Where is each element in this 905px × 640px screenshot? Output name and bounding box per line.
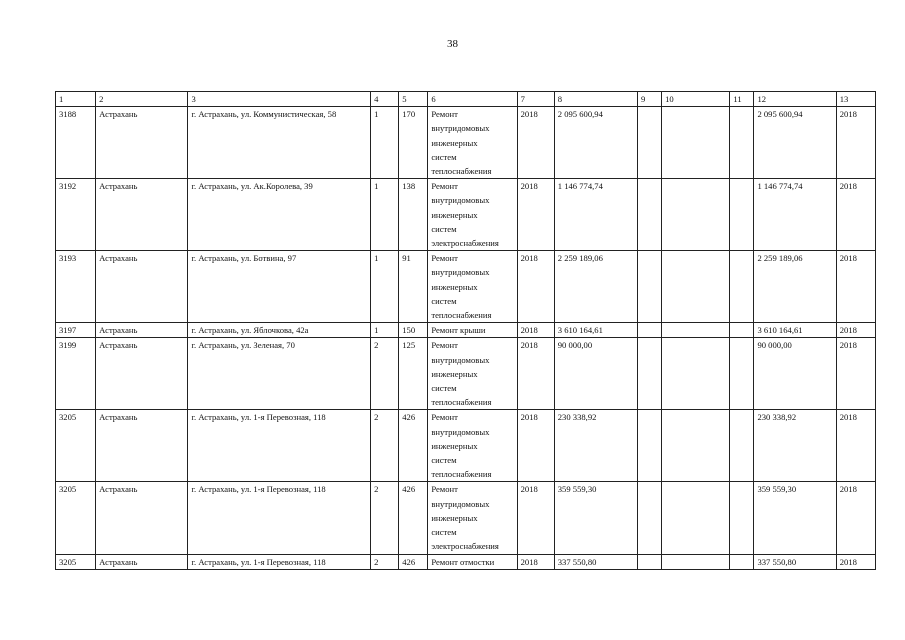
header-cell: 6 xyxy=(428,92,517,107)
address-cell: г. Астрахань, ул. Ак.Королева, 39 xyxy=(188,179,371,251)
work-type-line: инженерных xyxy=(431,137,478,148)
header-cell: 3 xyxy=(188,92,371,107)
address-cell: г. Астрахань, ул. 1-я Перевозная, 118 xyxy=(188,410,371,482)
work-type-line: внутридомовых xyxy=(431,426,490,437)
col9-cell xyxy=(638,410,662,482)
work-type-line: теплоснабжения xyxy=(431,310,492,321)
col10-cell xyxy=(662,251,730,323)
municipality-cell: Астрахань xyxy=(96,554,188,569)
col4-cell: 1 xyxy=(371,323,399,338)
work-type-line: внутридомовых xyxy=(431,267,490,278)
municipality-cell: Астрахань xyxy=(96,179,188,251)
row-number-cell: 3193 xyxy=(56,251,96,323)
col11-cell xyxy=(730,338,754,410)
col9-cell xyxy=(638,482,662,554)
col9-cell xyxy=(638,179,662,251)
header-cell: 4 xyxy=(371,92,399,107)
col5-cell: 150 xyxy=(399,323,428,338)
col11-cell xyxy=(730,323,754,338)
col5-cell: 426 xyxy=(399,554,428,569)
deadline-year-cell: 2018 xyxy=(836,410,875,482)
work-type-cell xyxy=(428,179,517,251)
year-cell: 2018 xyxy=(517,410,554,482)
year-cell: 2018 xyxy=(517,179,554,251)
year-cell: 2018 xyxy=(517,323,554,338)
header-cell: 5 xyxy=(399,92,428,107)
work-type-line: Ремонт xyxy=(431,181,458,192)
cost-cell: 2 095 600,94 xyxy=(554,107,637,179)
header-cell: 12 xyxy=(754,92,836,107)
municipality-cell: Астрахань xyxy=(96,482,188,554)
address-cell: г. Астрахань, ул. 1-я Перевозная, 118 xyxy=(188,482,371,554)
work-type-line: теплоснабжения xyxy=(431,166,492,177)
deadline-year-cell: 2018 xyxy=(836,338,875,410)
work-type-cell xyxy=(428,554,517,569)
deadline-year-cell: 2018 xyxy=(836,554,875,569)
row-number-cell: 3192 xyxy=(56,179,96,251)
col4-cell: 2 xyxy=(371,410,399,482)
total-cost-cell: 359 559,30 xyxy=(754,482,836,554)
work-type-cell xyxy=(428,107,517,179)
address-cell: г. Астрахань, ул. Ботвина, 97 xyxy=(188,251,371,323)
work-type-cell xyxy=(428,338,517,410)
col4-cell: 1 xyxy=(371,251,399,323)
cost-cell: 90 000,00 xyxy=(554,338,637,410)
work-type-line: теплоснабжения xyxy=(431,469,492,480)
work-type-line: инженерных xyxy=(431,209,478,220)
total-cost-cell: 2 259 189,06 xyxy=(754,251,836,323)
table-row xyxy=(56,482,876,554)
work-type-line: внутридомовых xyxy=(431,123,490,134)
col10-cell xyxy=(662,107,730,179)
table-row xyxy=(56,107,876,179)
header-cell: 7 xyxy=(517,92,554,107)
col9-cell xyxy=(638,338,662,410)
col11-cell xyxy=(730,482,754,554)
col9-cell xyxy=(638,323,662,338)
total-cost-cell: 2 095 600,94 xyxy=(754,107,836,179)
work-type-cell xyxy=(428,251,517,323)
col5-cell: 426 xyxy=(399,482,428,554)
col10-cell xyxy=(662,554,730,569)
work-type-line: Ремонт xyxy=(431,340,458,351)
address-cell: г. Астрахань, ул. Коммунистическая, 58 xyxy=(188,107,371,179)
col10-cell xyxy=(662,323,730,338)
work-type-cell xyxy=(428,323,517,338)
address-cell: г. Астрахань, ул. Яблочкова, 42а xyxy=(188,323,371,338)
col4-cell: 2 xyxy=(371,338,399,410)
col4-cell: 1 xyxy=(371,179,399,251)
deadline-year-cell: 2018 xyxy=(836,251,875,323)
table-row xyxy=(56,338,876,410)
total-cost-cell: 90 000,00 xyxy=(754,338,836,410)
row-number-cell: 3197 xyxy=(56,323,96,338)
header-cell: 9 xyxy=(638,92,662,107)
header-cell: 8 xyxy=(554,92,637,107)
table-row xyxy=(56,251,876,323)
header-cell: 1 xyxy=(56,92,96,107)
col4-cell: 1 xyxy=(371,107,399,179)
col11-cell xyxy=(730,107,754,179)
work-type-line: инженерных xyxy=(431,440,478,451)
municipality-cell: Астрахань xyxy=(96,251,188,323)
col5-cell: 426 xyxy=(399,410,428,482)
cost-cell: 2 259 189,06 xyxy=(554,251,637,323)
municipality-cell: Астрахань xyxy=(96,323,188,338)
work-type-line: систем xyxy=(431,295,457,306)
header-cell: 10 xyxy=(662,92,730,107)
deadline-year-cell: 2018 xyxy=(836,179,875,251)
work-type-line: систем xyxy=(431,223,457,234)
work-type-line: Ремонт xyxy=(431,484,458,495)
year-cell: 2018 xyxy=(517,482,554,554)
work-type-line: систем xyxy=(431,527,457,538)
cost-cell: 1 146 774,74 xyxy=(554,179,637,251)
total-cost-cell: 3 610 164,61 xyxy=(754,323,836,338)
work-type-line: теплоснабжения xyxy=(431,397,492,408)
deadline-year-cell: 2018 xyxy=(836,323,875,338)
work-type-line: инженерных xyxy=(431,512,478,523)
municipality-cell: Астрахань xyxy=(96,107,188,179)
col9-cell xyxy=(638,554,662,569)
work-type-line: инженерных xyxy=(431,368,478,379)
work-type-line: электроснабжения xyxy=(431,541,499,552)
table-row xyxy=(56,179,876,251)
col11-cell xyxy=(730,179,754,251)
deadline-year-cell: 2018 xyxy=(836,482,875,554)
municipality-cell: Астрахань xyxy=(96,410,188,482)
page-number: 38 xyxy=(447,38,458,50)
col4-cell: 2 xyxy=(371,554,399,569)
cost-cell: 230 338,92 xyxy=(554,410,637,482)
table-header-row xyxy=(56,92,876,107)
year-cell: 2018 xyxy=(517,338,554,410)
col4-cell: 2 xyxy=(371,482,399,554)
col11-cell xyxy=(730,554,754,569)
address-cell: г. Астрахань, ул. Зеленая, 70 xyxy=(188,338,371,410)
work-type-line: Ремонт xyxy=(431,109,458,120)
repair-registry-table xyxy=(55,91,876,570)
row-number-cell: 3188 xyxy=(56,107,96,179)
work-type-line: электроснабжения xyxy=(431,238,499,249)
table-row xyxy=(56,323,876,338)
col11-cell xyxy=(730,251,754,323)
deadline-year-cell: 2018 xyxy=(836,107,875,179)
work-type-line: внутридомовых xyxy=(431,498,490,509)
work-type-line: внутридомовых xyxy=(431,195,490,206)
row-number-cell: 3205 xyxy=(56,482,96,554)
header-cell: 11 xyxy=(730,92,754,107)
row-number-cell: 3205 xyxy=(56,410,96,482)
col11-cell xyxy=(730,410,754,482)
year-cell: 2018 xyxy=(517,251,554,323)
cost-cell: 337 550,80 xyxy=(554,554,637,569)
work-type-line: Ремонт отмостки xyxy=(431,556,495,567)
col10-cell xyxy=(662,482,730,554)
municipality-cell: Астрахань xyxy=(96,338,188,410)
work-type-line: систем xyxy=(431,455,457,466)
total-cost-cell: 337 550,80 xyxy=(754,554,836,569)
col5-cell: 170 xyxy=(399,107,428,179)
work-type-line: Ремонт крыши xyxy=(431,325,486,336)
table-row xyxy=(56,554,876,569)
col10-cell xyxy=(662,179,730,251)
header-cell: 2 xyxy=(96,92,188,107)
address-cell: г. Астрахань, ул. 1-я Перевозная, 118 xyxy=(188,554,371,569)
col10-cell xyxy=(662,338,730,410)
work-type-cell xyxy=(428,482,517,554)
work-type-line: систем xyxy=(431,383,457,394)
row-number-cell: 3199 xyxy=(56,338,96,410)
cost-cell: 3 610 164,61 xyxy=(554,323,637,338)
header-cell: 13 xyxy=(836,92,875,107)
col5-cell: 125 xyxy=(399,338,428,410)
col10-cell xyxy=(662,410,730,482)
work-type-line: Ремонт xyxy=(431,412,458,423)
work-type-line: систем xyxy=(431,151,457,162)
col9-cell xyxy=(638,251,662,323)
cost-cell: 359 559,30 xyxy=(554,482,637,554)
work-type-line: Ремонт xyxy=(431,253,458,264)
total-cost-cell: 1 146 774,74 xyxy=(754,179,836,251)
work-type-line: инженерных xyxy=(431,281,478,292)
row-number-cell: 3205 xyxy=(56,554,96,569)
total-cost-cell: 230 338,92 xyxy=(754,410,836,482)
col5-cell: 138 xyxy=(399,179,428,251)
work-type-line: внутридомовых xyxy=(431,354,490,365)
col9-cell xyxy=(638,107,662,179)
work-type-cell xyxy=(428,410,517,482)
year-cell: 2018 xyxy=(517,107,554,179)
year-cell: 2018 xyxy=(517,554,554,569)
col5-cell: 91 xyxy=(399,251,428,323)
table-row xyxy=(56,410,876,482)
